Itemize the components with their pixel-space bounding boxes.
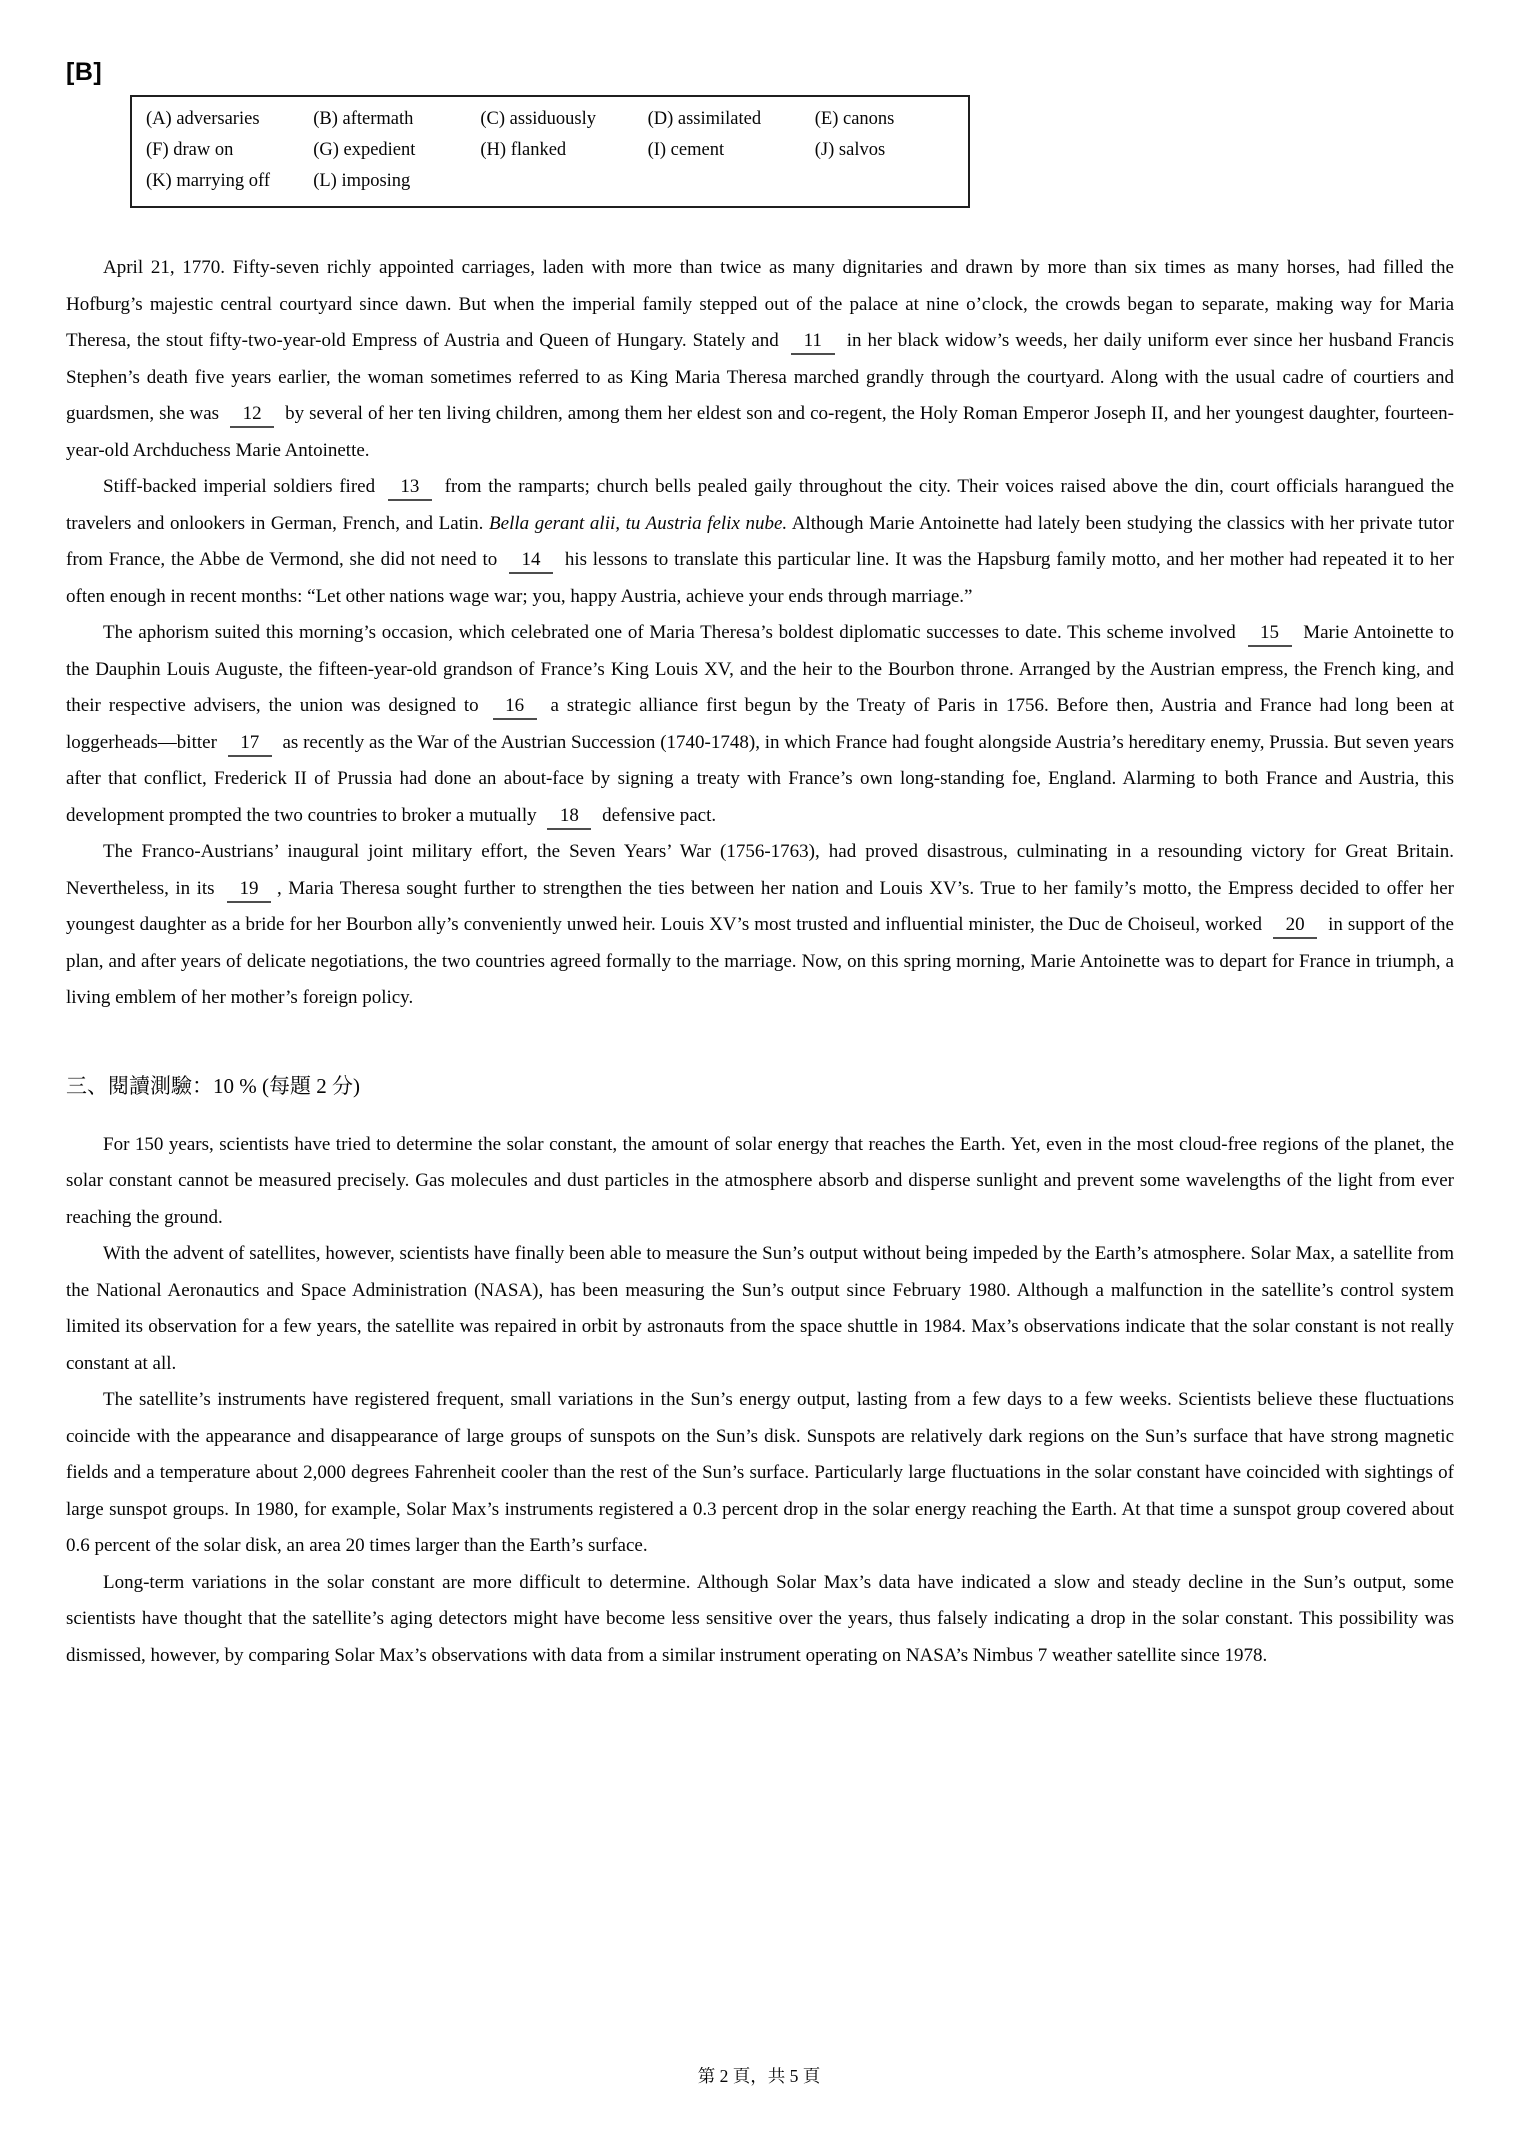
cloze-paragraph-1	[66, 250, 1454, 469]
option-word: canons	[843, 109, 895, 129]
reading-paragraph-2: With the advent of satellites, however, scientists have finally been able to measure the Sun’s output without being impeded by the Earth’s atmosphere. Solar Max, a satellite from the National Aeronautics and Space Administration (NASA), has been measuring the Sun’s output since February 1980. Although a malfunction in the satellite’s control system limited its observation for a few years, the satellite was repaired in orbit by astronauts from the space shuttle in 1984. Max’s observations indicate that the solar constant is not really constant at all.	[66, 1243, 1454, 1374]
text-run: his lessons to translate this particular line. It was the Hapsburg family motto, and her mother had repeated it to her often enough in recent months: “Let other nations wage war; you, happy Austria, achieve your ends through marriage.”	[66, 549, 1454, 607]
text-run: Although Marie Antoinette had lately been studying the classics with her private tutor from France, the Abbe de Vermond, she did not need to	[66, 512, 1454, 570]
option-word: adversaries	[176, 109, 260, 129]
word-bank-empty-cell	[801, 166, 968, 197]
word-bank-item-i	[634, 135, 801, 166]
word-bank	[130, 95, 970, 208]
option-word: cement	[670, 140, 725, 160]
option-letter: (K)	[146, 171, 172, 191]
word-bank-row	[132, 135, 968, 166]
reading-paragraph-4: Long-term variations in the solar constant are more difficult to determine. Although Solar Max’s data have indicated a slow and steady decline in the Sun’s output, some scientists have thought that the satellite’s aging detectors might have become less sensitive over the years, thus falsely indicating a drop in the solar constant. This possibility was dismissed, however, by comparing Solar Max’s observations with data from a similar instrument operating on NASA’s Nimbus 7 weather satellite since 1978.	[66, 1571, 1454, 1666]
reading-paragraph-3: The satellite’s instruments have registered frequent, small variations in the Sun’s energy output, lasting from a few days to a few weeks. Scientists believe these fluctuations coincide with the appearance and disappearance of large groups of sunspots on the Sun’s disk. Sunspots are relatively dark regions on the Sun’s surface that have strong magnetic fields and a temperature about 2,000 degrees Fahrenheit cooler than the rest of the Sun’s surface. Particularly large fluctuations in the solar constant have coincided with sightings of large sunspot groups. In 1980, for example, Solar Max’s instruments registered a 0.3 percent drop in the solar energy reaching the Earth. At that time a sunspot group covered about 0.6 percent of the solar disk, an area 20 times larger than the Earth’s surface.	[66, 1389, 1454, 1556]
cloze-blank-19: 19	[227, 877, 271, 903]
option-letter: (J)	[814, 140, 835, 160]
cloze-blank-20: 20	[1273, 913, 1317, 939]
option-letter: (D)	[647, 109, 674, 129]
word-bank-item-e	[801, 104, 968, 135]
latin-motto: Bella gerant alii, tu Austria felix nube.	[489, 512, 788, 534]
text-run: The Franco-Austrians’ inaugural joint military effort, the Seven Years’ War (1756-1763), had proved disastrous, culminating in a resounding victory for Great Britain. Nevertheless, in its	[66, 841, 1454, 899]
cloze-blank-12: 12	[230, 402, 274, 428]
option-letter: (B)	[313, 109, 338, 129]
text-run: from the ramparts; church bells pealed gaily throughout the city. Their voices raised above the din, court officials harangued the travelers and onlookers in German, French, and Latin.	[66, 476, 1454, 534]
option-word: salvos	[838, 140, 886, 160]
option-letter: (C)	[480, 109, 506, 129]
option-letter: (A)	[146, 109, 172, 129]
reading-passage	[66, 1127, 1454, 1675]
word-bank-item-f	[132, 135, 299, 166]
option-word: aftermath	[342, 109, 414, 129]
text-run: The aphorism suited this morning’s occasion, which celebrated one of Maria Theresa’s boldest diplomatic successes to date. This scheme involved	[103, 622, 1242, 643]
word-bank-item-b	[299, 104, 466, 135]
cloze-paragraph-3	[66, 615, 1454, 834]
text-run: Stiff-backed imperial soldiers fired	[103, 476, 382, 497]
cloze-blank-18: 18	[547, 804, 591, 830]
text-run: by several of her ten living children, among them her eldest son and co-regent, the Holy Roman Emperor Joseph II, and her youngest daughter, fourteen-year-old Archduchess Marie Antoinette.	[66, 403, 1454, 461]
option-letter: (L)	[313, 171, 337, 191]
word-bank-item-l	[299, 166, 466, 197]
section3-heading: 三、閱讀測驗：10 % (每題 2 分)	[66, 1073, 360, 1098]
option-letter: (F)	[146, 140, 169, 160]
word-bank-item-c	[466, 104, 633, 135]
word-bank-empty-cell	[634, 166, 801, 197]
cloze-paragraph-2	[66, 469, 1454, 615]
word-bank-item-h	[466, 135, 633, 166]
cloze-blank-17: 17	[228, 731, 272, 757]
cloze-passage	[66, 250, 1454, 1017]
option-letter: (H)	[480, 140, 507, 160]
option-word: expedient	[343, 140, 416, 160]
option-letter: (E)	[814, 109, 839, 129]
cloze-blank-16: 16	[493, 694, 537, 720]
text-run: in support of the plan, and after years of delicate negotiations, the two countries agreed formally to the marriage. Now, on this spring morning, Marie Antoinette was to depart for France in triumph, a living emblem of her mother’s foreign policy.	[66, 914, 1454, 1008]
word-bank-row	[132, 166, 968, 197]
option-word: imposing	[341, 171, 411, 191]
word-bank-row	[132, 104, 968, 135]
text-run: defensive pact.	[597, 804, 717, 826]
word-bank-empty-cell	[466, 166, 633, 197]
word-bank-item-j	[801, 135, 968, 166]
word-bank-item-a	[132, 104, 299, 135]
option-letter: (G)	[313, 140, 339, 160]
cloze-blank-14: 14	[509, 548, 553, 574]
page-number: 第 2 頁，共 5 頁	[697, 2066, 821, 2086]
option-word: flanked	[510, 140, 567, 160]
option-word: assiduously	[509, 109, 597, 129]
cloze-blank-13: 13	[388, 475, 432, 501]
text-run: as recently as the War of the Austrian Succession (1740-1748), in which France had fought alongside Austria’s hereditary enemy, Prussia. But seven years after that conflict, Frederick II of Prussia had done an about-face by signing a treaty with France’s own long-standing foe, England. Alarming to both France and Austria, this development prompted the two countries to broker a mutually	[66, 731, 1454, 826]
text-run: a strategic alliance first begun by the Treaty of Paris in 1756. Before then, Austria and France had long been at loggerheads—bitter	[66, 695, 1454, 753]
option-letter: (I)	[647, 140, 667, 160]
reading-paragraph-1: For 150 years, scientists have tried to determine the solar constant, the amount of solar energy that reaches the Earth. Yet, even in the most cloud-free regions of the planet, the solar constant cannot be measured precisely. Gas molecules and dust particles in the atmosphere absorb and disperse sunlight and prevent some wavelengths of the light from ever reaching the ground.	[66, 1133, 1454, 1228]
word-bank-item-k	[132, 166, 299, 197]
word-bank-item-g	[299, 135, 466, 166]
text-run: in her black widow’s weeds, her daily uniform ever since her husband Francis Stephen’s death five years earlier, the woman sometimes referred to as King Maria Theresa marched grandly through the courtyard. Along with the usual cadre of courtiers and guardsmen, she was	[66, 330, 1454, 424]
cloze-blank-15: 15	[1248, 621, 1292, 647]
option-word: marrying off	[176, 171, 270, 191]
text-run: , Maria Theresa sought further to strengthen the ties between her nation and Louis XV’s. True to her family’s motto, the Empress decided to offer her youngest daughter as a bride for her Bourbon ally’s conveniently unwed heir. Louis XV’s most trusted and influential minister, the Duc de Choiseul, worked	[66, 877, 1454, 935]
cloze-paragraph-4	[66, 834, 1454, 1017]
option-word: assimilated	[677, 109, 762, 129]
section-b-label: [B]	[66, 58, 103, 86]
text-run: April 21, 1770. Fifty-seven richly appointed carriages, laden with more than twice as many dignitaries and drawn by more than six times as many horses, had filled the Hofburg’s majestic central courtyard since dawn. But when the imperial family stepped out of the palace at nine o’clock, the crowds began to separate, making way for Maria Theresa, the stout fifty-two-year-old Empress of Austria and Queen of Hungary. Stately and	[66, 257, 1454, 351]
text-run: Marie Antoinette to the Dauphin Louis Auguste, the fifteen-year-old grandson of France’s King Louis XV, and the heir to the Bourbon throne. Arranged by the Austrian empress, the French king, and their respective advisers, the union was designed to	[66, 622, 1454, 716]
cloze-blank-11: 11	[791, 329, 835, 355]
option-word: draw on	[173, 140, 234, 160]
word-bank-item-d	[634, 104, 801, 135]
